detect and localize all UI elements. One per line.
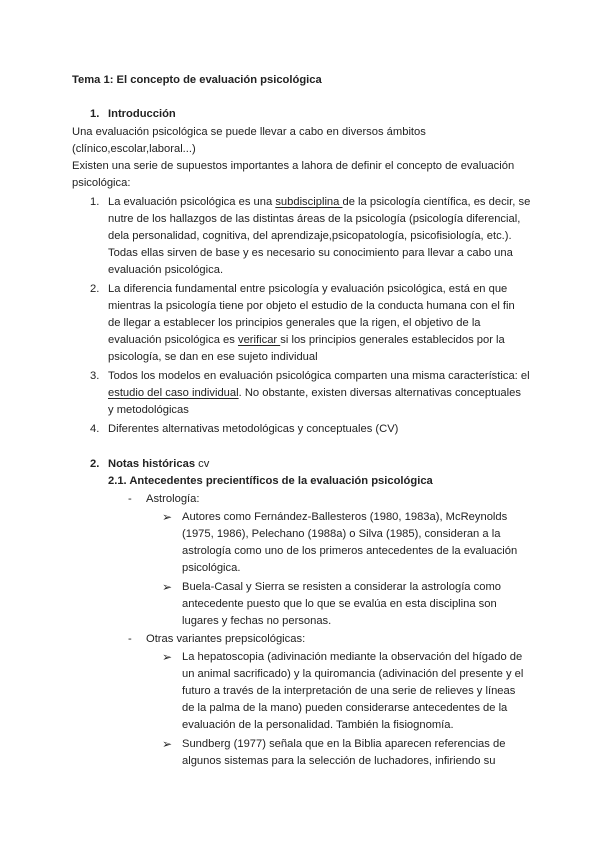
item-1-underlined-term: subdisciplina xyxy=(275,196,343,208)
item-1-line-1 xyxy=(108,194,530,212)
item-2-line-1: La diferencia fundamental entre psicología y evaluación psicológica, está en que xyxy=(108,283,508,295)
item-2-line-3: de llegar a establecer los principios generales que la rigen, el objetivo de la xyxy=(108,317,481,329)
item-2-line-2: mientras la psicología tiene por objeto el estudio de la conducta humana con el fin xyxy=(108,300,515,312)
item-1-line-5: evaluación psicológica. xyxy=(108,264,224,276)
b1-line-5: evaluación de la personalidad. También la fisiognomía. xyxy=(182,719,454,731)
section-1-heading: Introducción xyxy=(108,108,176,120)
section-2-tag: cv xyxy=(195,458,210,470)
a2-line-1: Buela-Casal y Sierra se resisten a considerar la astrología como xyxy=(182,581,501,593)
dash-2-label: Otras variantes prepsicológicas: xyxy=(146,633,306,645)
dash-2-marker: - xyxy=(128,633,132,645)
section-2-heading-text: Notas históricas xyxy=(108,458,196,470)
intro-line-1: Una evaluación psicológica se puede llevar a cabo en diversos ámbitos xyxy=(72,126,426,138)
item-2-line-4-b: si los principios generales establecidos por la xyxy=(280,334,505,346)
a1-line-2: (1975, 1986), Pelechano (1988a) o Silva (1985), consideran a la xyxy=(182,528,501,540)
item-1-line-1-b: de la psicología científica, es decir, se xyxy=(342,196,531,208)
item-3-number: 3. xyxy=(90,370,100,382)
arrow-bullet-icon: ➢ xyxy=(162,510,173,524)
item-1-line-2: nutre de los hallazgos de las distintas áreas de la psicología (psicología diferencial, xyxy=(108,213,521,225)
item-2-line-4 xyxy=(108,332,505,350)
item-1-line-4: Todas ellas sirven de base y es necesario su conocimiento para llevar a cabo una xyxy=(108,247,513,259)
item-3-line-2 xyxy=(108,385,521,403)
dash-1-marker: - xyxy=(128,493,132,505)
a1-line-3: astrología como uno de los primeros antecedentes de la evaluación xyxy=(182,545,518,557)
item-2-line-4-a: evaluación psicológica es xyxy=(108,334,238,346)
b1-line-2: un animal sacrificado) y la quiromancia (adivinación del presente y el xyxy=(182,668,524,680)
subsection-2-1-heading: 2.1. Antecedentes precientíficos de la evaluación psicológica xyxy=(108,475,433,487)
b2-line-2: algunos sistemas para la selección de luchadores, infiriendo su xyxy=(182,755,496,767)
a2-line-3: lugares y fechas no personas. xyxy=(182,615,332,627)
b1-line-1: La hepatoscopia (adivinación mediante la observación del hígado de xyxy=(182,651,523,663)
arrow-bullet-icon: ➢ xyxy=(162,650,173,664)
item-3-line-3: y metodológicas xyxy=(108,404,189,416)
a1-line-4: psicológica. xyxy=(182,562,241,574)
item-3-line-1: Todos los modelos en evaluación psicológica comparten una misma característica: el xyxy=(108,370,530,382)
item-2-line-5: psicología, se dan en ese sujeto individual xyxy=(108,351,318,363)
arrow-bullet-icon: ➢ xyxy=(162,580,173,594)
item-2-underlined-term: verificar xyxy=(237,334,281,346)
b1-line-3: futuro a través de la interpretación de una serie de relieves y líneas xyxy=(182,685,516,697)
item-4-line-1: Diferentes alternativas metodológicas y conceptuales (CV) xyxy=(108,423,399,435)
item-3-underlined-term: estudio del caso individual xyxy=(108,387,239,399)
item-1-line-1-a: La evaluación psicológica es una xyxy=(108,196,276,208)
section-2-number: 2. xyxy=(90,458,100,470)
arrow-bullet-icon: ➢ xyxy=(162,737,173,751)
item-1-number: 1. xyxy=(90,196,100,208)
intro-line-4: psicológica: xyxy=(72,177,131,189)
item-2-number: 2. xyxy=(90,283,100,295)
section-1-number: 1. xyxy=(90,108,100,120)
section-2-heading xyxy=(108,456,209,474)
b2-line-1: Sundberg (1977) señala que en la Biblia aparecen referencias de xyxy=(182,738,506,750)
item-1-line-3: dela personalidad, cognitiva, del aprendizaje,psicopatología, psicofisiología, etc.). xyxy=(108,230,512,242)
intro-line-3: Existen una serie de supuestos importantes a lahora de definir el concepto de evaluación xyxy=(72,160,515,172)
item-3-line-2-b: . No obstante, existen diversas alternativas conceptuales xyxy=(238,387,521,399)
dash-1-label: Astrología: xyxy=(146,493,200,505)
a2-line-2: antecedente puesto que lo que se evalúa en esta disciplina son xyxy=(182,598,497,610)
item-4-number: 4. xyxy=(90,423,100,435)
a1-line-1: Autores como Fernández-Ballesteros (1980, 1983a), McReynolds xyxy=(182,511,508,523)
document-title: Tema 1: El concepto de evaluación psicológica xyxy=(72,74,322,86)
intro-line-2: (clínico,escolar,laboral...) xyxy=(72,143,196,155)
b1-line-4: de la palma de la mano) pueden considerarse antecedentes de la xyxy=(182,702,508,714)
